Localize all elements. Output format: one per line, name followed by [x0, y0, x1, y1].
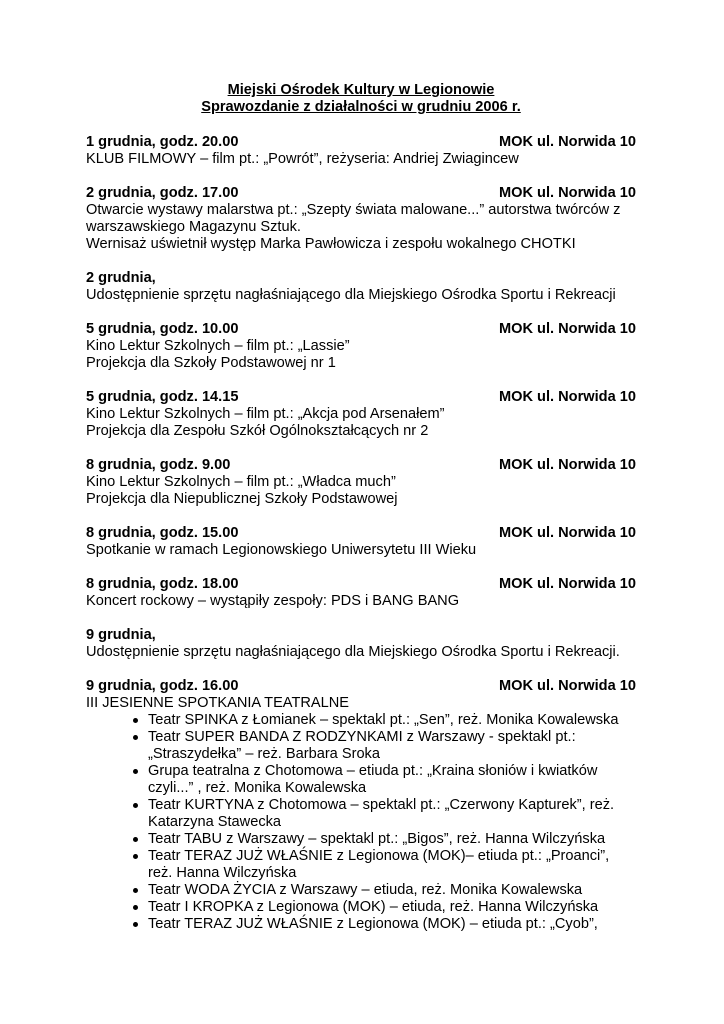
event-date: 5 grudnia, godz. 10.00	[86, 321, 239, 337]
performance-item: Teatr TERAZ JUŻ WŁAŚNIE z Legionowa (MOK) – etiuda pt.: „Cyob”,	[148, 916, 636, 933]
event-header	[86, 185, 636, 202]
event-header	[86, 525, 636, 542]
event-date: 8 grudnia, godz. 15.00	[86, 525, 239, 541]
event-header	[86, 678, 636, 695]
event-description: KLUB FILMOWY – film pt.: „Powrót”, reżyseria: Andriej Zwiagincew	[86, 151, 519, 167]
event-item	[86, 389, 636, 440]
event-date: 5 grudnia, godz. 14.15	[86, 389, 239, 405]
event-place: MOK ul. Norwida 10	[498, 389, 636, 405]
performance-item: Teatr SUPER BANDA Z RODZYNKAMI z Warszawy - spektakl pt.: „Straszydełka” – reż. Barbara Sroka	[148, 729, 636, 763]
document-subtitle: Sprawozdanie z działalności w grudniu 2006 r.	[201, 99, 521, 115]
performance-item: Teatr TERAZ JUŻ WŁAŚNIE z Legionowa (MOK)– etiuda pt.: „Proanci”, reż. Hanna Wilczyńska	[148, 848, 636, 882]
festival-name: III JESIENNE SPOTKANIA TEATRALNE	[86, 695, 350, 711]
document-header	[86, 82, 636, 116]
performance-item: Teatr KURTYNA z Chotomowa – spektakl pt.: „Czerwony Kapturek”, reż. Katarzyna Stawecka	[148, 797, 636, 831]
event-place: MOK ul. Norwida 10	[498, 576, 636, 592]
event-header	[86, 576, 636, 593]
event-description: Projekcja dla Niepublicznej Szkoły Podstawowej	[86, 491, 398, 507]
festival-event	[86, 678, 636, 933]
event-item	[86, 270, 636, 304]
event-date: 8 grudnia, godz. 18.00	[86, 576, 239, 592]
event-list	[86, 134, 636, 661]
performance-item: Grupa teatralna z Chotomowa – etiuda pt.: „Kraina słoniów i kwiatków czyli...” , reż. Monika Kowalewska	[148, 763, 636, 797]
event-item	[86, 185, 636, 253]
event-description: Projekcja dla Szkoły Podstawowej nr 1	[86, 355, 336, 371]
event-date: 9 grudnia, godz. 16.00	[86, 678, 239, 694]
event-item	[86, 627, 636, 661]
performance-item: Teatr SPINKA z Łomianek – spektakl pt.: „Sen”, reż. Monika Kowalewska	[148, 712, 636, 729]
event-description: Kino Lektur Szkolnych – film pt.: „Akcja pod Arsenałem”	[86, 406, 445, 422]
event-date: 8 grudnia, godz. 9.00	[86, 457, 231, 473]
event-description: Spotkanie w ramach Legionowskiego Uniwersytetu III Wieku	[86, 542, 477, 558]
performance-item: Teatr I KROPKA z Legionowa (MOK) – etiuda, reż. Hanna Wilczyńska	[148, 899, 636, 916]
event-place: MOK ul. Norwida 10	[498, 678, 636, 694]
event-description: Koncert rockowy – wystąpiły zespoły: PDS i BANG BANG	[86, 593, 460, 609]
event-description: Udostępnienie sprzętu nagłaśniającego dla Miejskiego Ośrodka Sportu i Rekreacji	[86, 287, 616, 303]
event-item	[86, 457, 636, 508]
event-header	[86, 321, 636, 338]
event-description: Udostępnienie sprzętu nagłaśniającego dla Miejskiego Ośrodka Sportu i Rekreacji.	[86, 644, 620, 660]
event-header	[86, 389, 636, 406]
document-title: Miejski Ośrodek Kultury w Legionowie	[227, 82, 495, 98]
performance-list	[86, 712, 636, 933]
event-place: MOK ul. Norwida 10	[498, 525, 636, 541]
event-description: Kino Lektur Szkolnych – film pt.: „Władca much”	[86, 474, 396, 490]
event-header	[86, 627, 636, 644]
event-place: MOK ul. Norwida 10	[498, 321, 636, 337]
event-description: Wernisaż uświetnił występ Marka Pawłowicza i zespołu wokalnego CHOTKI	[86, 236, 576, 252]
event-description: Projekcja dla Zespołu Szkół Ogólnokształcących nr 2	[86, 423, 429, 439]
event-place: MOK ul. Norwida 10	[498, 134, 636, 150]
event-date: 2 grudnia, godz. 17.00	[86, 185, 239, 201]
event-date: 1 grudnia, godz. 20.00	[86, 134, 239, 150]
event-header	[86, 270, 636, 287]
event-description: Otwarcie wystawy malarstwa pt.: „Szepty świata malowane...” autorstwa twórców z warszawskiego Magazynu Sztuk.	[86, 202, 621, 235]
performance-item: Teatr WODA ŻYCIA z Warszawy – etiuda, reż. Monika Kowalewska	[148, 882, 636, 899]
event-item	[86, 134, 636, 168]
event-item	[86, 321, 636, 372]
performance-item: Teatr TABU z Warszawy – spektakl pt.: „Bigos”, reż. Hanna Wilczyńska	[148, 831, 636, 848]
event-item	[86, 525, 636, 559]
event-place: MOK ul. Norwida 10	[498, 457, 636, 473]
event-header	[86, 134, 636, 151]
document-page	[86, 82, 636, 950]
event-item	[86, 576, 636, 610]
event-date: 2 grudnia,	[86, 270, 156, 286]
event-place: MOK ul. Norwida 10	[498, 185, 636, 201]
event-description: Kino Lektur Szkolnych – film pt.: „Lassie”	[86, 338, 350, 354]
event-header	[86, 457, 636, 474]
event-date: 9 grudnia,	[86, 627, 156, 643]
